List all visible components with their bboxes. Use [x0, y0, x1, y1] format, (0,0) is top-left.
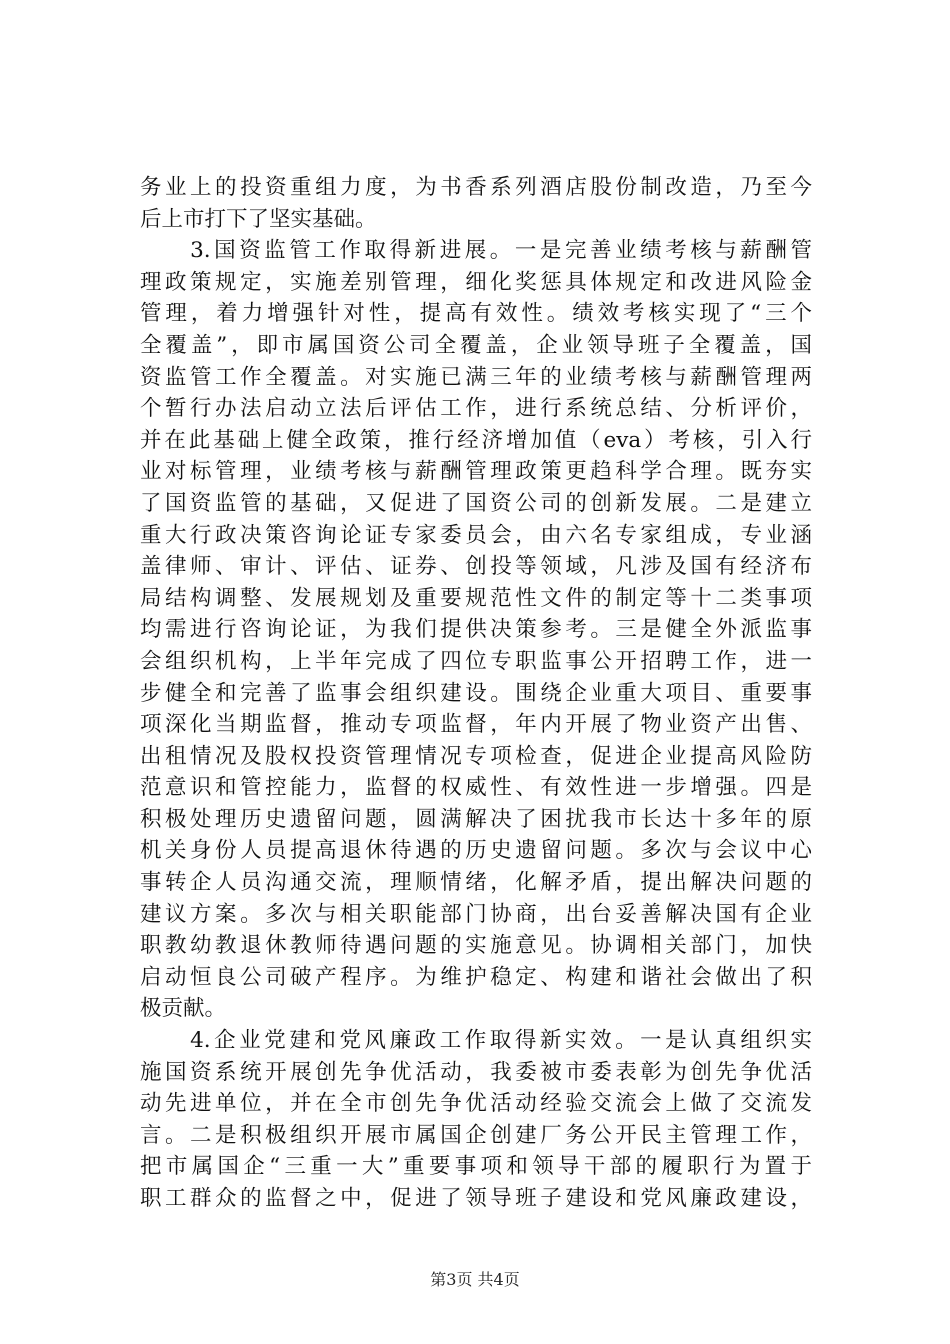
text-line: 建议方案。多次与相关职能部门协商，出台妥善解决国有企业 — [140, 901, 812, 927]
text-line: 3.国资监管工作取得新进展。一是完善业绩考核与薪酬管 — [140, 238, 812, 264]
text-line: 把市属国企“三重一大”重要事项和领导干部的履职行为置于 — [140, 1154, 812, 1180]
text-line: 资监管工作全覆盖。对实施已满三年的业绩考核与薪酬管理两 — [140, 364, 812, 390]
text-line: 理政策规定，实施差别管理，细化奖惩具体规定和改进风险金 — [140, 269, 812, 295]
text-line: 职教幼教退休教师待遇问题的实施意见。协调相关部门，加快 — [140, 933, 812, 959]
text-line: 后上市打下了坚实基础。 — [140, 206, 377, 232]
text-line: 并在此基础上健全政策，推行经济增加值（eva）考核，引入行 — [140, 427, 812, 453]
text-line: 业对标管理，业绩考核与薪酬管理政策更趋科学合理。既夯实 — [140, 459, 812, 485]
text-line: 局结构调整、发展规划及重要规范性文件的制定等十二类事项 — [140, 585, 812, 611]
text-line: 事转企人员沟通交流，理顺情绪，化解矛盾，提出解决问题的 — [140, 870, 812, 896]
text-line: 范意识和管控能力，监督的权威性、有效性进一步增强。四是 — [140, 775, 812, 801]
text-line: 会组织机构，上半年完成了四位专职监事公开招聘工作，进一 — [140, 648, 812, 674]
text-line: 职工群众的监督之中，促进了领导班子建设和党风廉政建设， — [140, 1186, 812, 1211]
text-line: 施国资系统开展创先争优活动，我委被市委表彰为创先争优活 — [140, 1059, 812, 1085]
text-line: 启动恒良公司破产程序。为维护稳定、构建和谐社会做出了积 — [140, 964, 812, 990]
text-line: 项深化当期监督，推动专项监督，年内开展了物业资产出售、 — [140, 712, 812, 738]
text-line: 积极处理历史遗留问题，圆满解决了困扰我市长达十多年的原 — [140, 806, 812, 832]
text-line: 4.企业党建和党风廉政工作取得新实效。一是认真组织实 — [140, 1028, 812, 1054]
text-line: 管理，着力增强针对性，提高有效性。绩效考核实现了“三个 — [140, 301, 812, 327]
body-text — [140, 172, 812, 1215]
text-line: 出租情况及股权投资管理情况专项检查，促进企业提高风险防 — [140, 743, 812, 769]
text-line: 重大行政决策咨询论证专家委员会，由六名专家组成，专业涵 — [140, 522, 812, 548]
text-line: 机关身份人员提高退休待遇的历史遗留问题。多次与会议中心 — [140, 838, 812, 864]
text-line: 均需进行咨询论证，为我们提供决策参考。三是健全外派监事 — [140, 617, 812, 643]
page-footer: 第3页 共4页 — [430, 1270, 520, 1289]
text-line: 动先进单位，并在全市创先争优活动经验交流会上做了交流发 — [140, 1091, 812, 1117]
text-line: 步健全和完善了监事会组织建设。围绕企业重大项目、重要事 — [140, 680, 812, 706]
text-line: 全覆盖”，即市属国资公司全覆盖，企业领导班子全覆盖，国 — [140, 332, 812, 358]
text-line: 盖律师、审计、评估、证券、创投等领域，凡涉及国有经济布 — [140, 554, 812, 580]
text-line: 个暂行办法启动立法后评估工作，进行系统总结、分析评价， — [140, 396, 812, 422]
text-line: 了国资监管的基础，又促进了国资公司的创新发展。二是建立 — [140, 490, 812, 516]
text-line: 极贡献。 — [140, 996, 227, 1022]
text-line: 言。二是积极组织开展市属国企创建厂务公开民主管理工作， — [140, 1122, 812, 1148]
text-line: 务业上的投资重组力度，为书香系列酒店股份制改造，乃至今 — [140, 175, 812, 200]
